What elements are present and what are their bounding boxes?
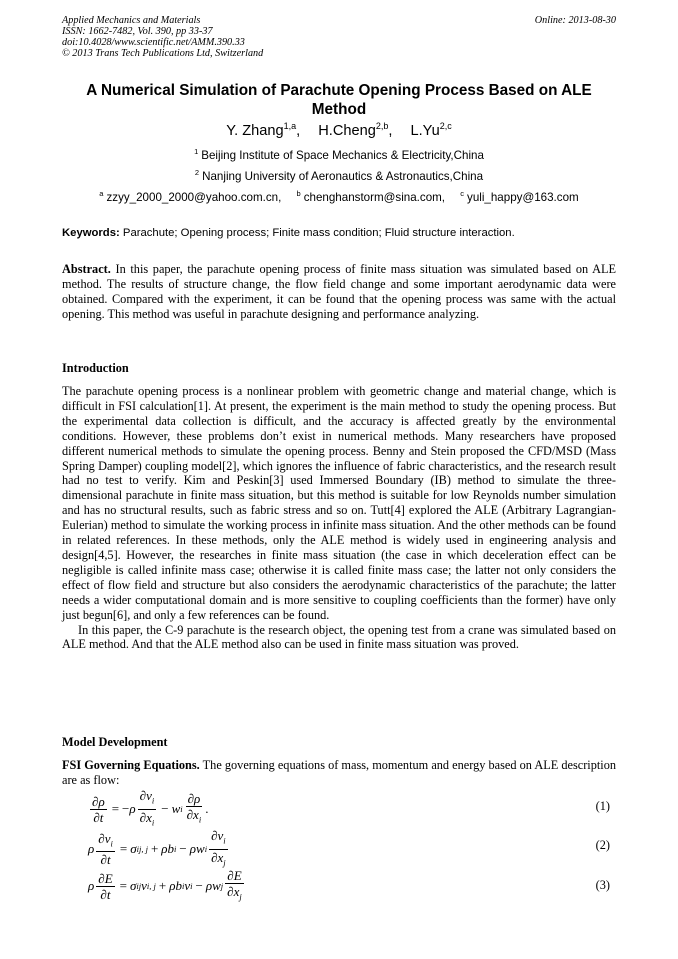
- fsi-text: The governing equations of mass, momentum and energy based on ALE description are as flow:: [62, 758, 616, 787]
- introduction-paragraph: The parachute opening process is a nonlinear problem with geometric change and material change, which is difficult in FSI calculation[1]. At present, the experiment is the main method to study the opening process. But the experimental data collection is difficult, and the accuracy is affected greatly by the environmental conditions. However, these problems don’t exist in numerical methods. Many researchers have proposed different numerical methods to simulate the opening process. Benny and Stein proposed the CFD/MSD (Mass Spring Damper) coupling model[2], which ignores the influence of fabric characteristics, and the research result had no test to verify. Kim and Peskin[3] used Immersed Boundary (IB) method to simulate the three-dimensional parachute in finite mass situation, but this method is suitable for low Reynolds number simulation and has no structural results, such as fabric stress and so on. Tutt[4] explored the ALE (Arbitrary Lagrangian-Eulerian) method to simulate the working process in infinite mass situation. And the other methods can be found in related references. In these methods, only the ALE method is widely used in engineering analysis and design[4,5]. However, the researches in finite mass situation (the case in which deceleration effect can be negligible is called infinite mass case; otherwise it is called finite mass case; the latter not only considers the effect of flow field and structure but also considers the aerodynamic characteristics of the parachute; the latter needs a wider computational domain and is more sensitive to coupling coefficients than the former) have only just begun[6], and only a few references can be found.: [62, 384, 616, 622]
- email-link[interactable]: chenghanstorm@sina.com,: [303, 191, 446, 204]
- copyright-line: © 2013 Trans Tech Publications Ltd, Switzerland: [62, 48, 264, 59]
- equation-number: (2): [595, 838, 610, 852]
- journal-name: Applied Mechanics and Materials: [62, 15, 201, 26]
- author-affiliation-mark: 2,c: [439, 121, 452, 131]
- author-affiliation-mark: 1,a: [283, 121, 297, 131]
- doi-line[interactable]: doi:10.4028/www.scientific.net/AMM.390.33: [62, 37, 245, 48]
- email-mark: c: [460, 189, 465, 198]
- keywords-line: [62, 227, 622, 239]
- paper-title: A Numerical Simulation of Parachute Opening Process Based on ALE Method: [86, 82, 592, 118]
- journal-header: [62, 15, 616, 59]
- affiliation-mark: 2: [194, 168, 200, 177]
- keywords-text: Parachute; Opening process; Finite mass condition; Fluid structure interaction.: [122, 227, 515, 239]
- email-link[interactable]: yuli_happy@163.com: [467, 191, 579, 204]
- section-heading-introduction: Introduction: [62, 361, 129, 375]
- author-affiliation-mark: 2,b: [375, 121, 389, 131]
- abstract-label: Abstract.: [62, 262, 111, 276]
- fsi-label: FSI Governing Equations.: [62, 758, 200, 772]
- section-heading-model: Model Development: [62, 735, 168, 749]
- affiliation-text: Beijing Institute of Space Mechanics & Electricity,China: [201, 149, 484, 162]
- equation-1: $\frac{\partial\rho}{\partial t}$ = − ρ $\frac{\partial v_i}{\partial x_i}$ − w i $\frac{\partial\rho}{\partial x_i}$ .: [92, 788, 209, 828]
- email-list: [62, 191, 616, 204]
- author-name: H.Cheng: [318, 123, 376, 139]
- equation-2: ρ $\frac{\partial v_i}{\partial t}$ = σ ij, j + ρb i − ρw i $\frac{\partial v_i}{\partial x_j}$: [88, 828, 226, 868]
- affiliation-mark: 1: [194, 147, 199, 156]
- online-date: Online: 2013-08-30: [534, 15, 616, 26]
- author-list: Y. Zhang$^{1,a}$, H.Cheng$^{2,b}$, L.Yu$^{2,c}$: [226, 121, 452, 139]
- email-mark: b: [296, 189, 301, 198]
- equation-number: (3): [595, 878, 610, 892]
- author-name: L.Yu: [410, 123, 440, 139]
- equation-number: (1): [595, 799, 610, 813]
- keywords-label: Keywords:: [62, 227, 120, 239]
- author-name: Y. Zhang: [226, 123, 284, 139]
- abstract-text: In this paper, the parachute opening process of finite mass situation was simulated based on ALE method. The results of structure change, the flow field change and some important aerodynamic data were obtained. Compared with the experiment, it can be found that the opening process was same with the actual opening. This method was useful in parachute designing and performance analyzing.: [62, 262, 617, 321]
- introduction-body: [62, 384, 616, 652]
- affiliation-text: Nanjing University of Aeronautics & Astronautics,China: [202, 170, 484, 183]
- issn-line: ISSN: 1662-7482, Vol. 390, pp 33-37: [62, 26, 213, 37]
- affiliation-1: [62, 149, 616, 162]
- email-mark: a: [99, 189, 104, 198]
- introduction-paragraph: In this paper, the C-9 parachute is the research object, the opening test from a crane was simulated based on ALE method. And that the ALE method also can be used in finite mass situation was proved.: [62, 622, 616, 652]
- email-link[interactable]: zzyy_2000_2000@yahoo.com.cn,: [106, 191, 282, 204]
- affiliation-2: [62, 170, 616, 183]
- equation-3: ρ $\frac{\partial E}{\partial t}$ = σ ij v i, j + ρb i v i − ρw j $\frac{\partial E}{\partial x_j}$: [88, 868, 242, 902]
- abstract: [62, 262, 616, 322]
- fsi-paragraph: [62, 758, 616, 788]
